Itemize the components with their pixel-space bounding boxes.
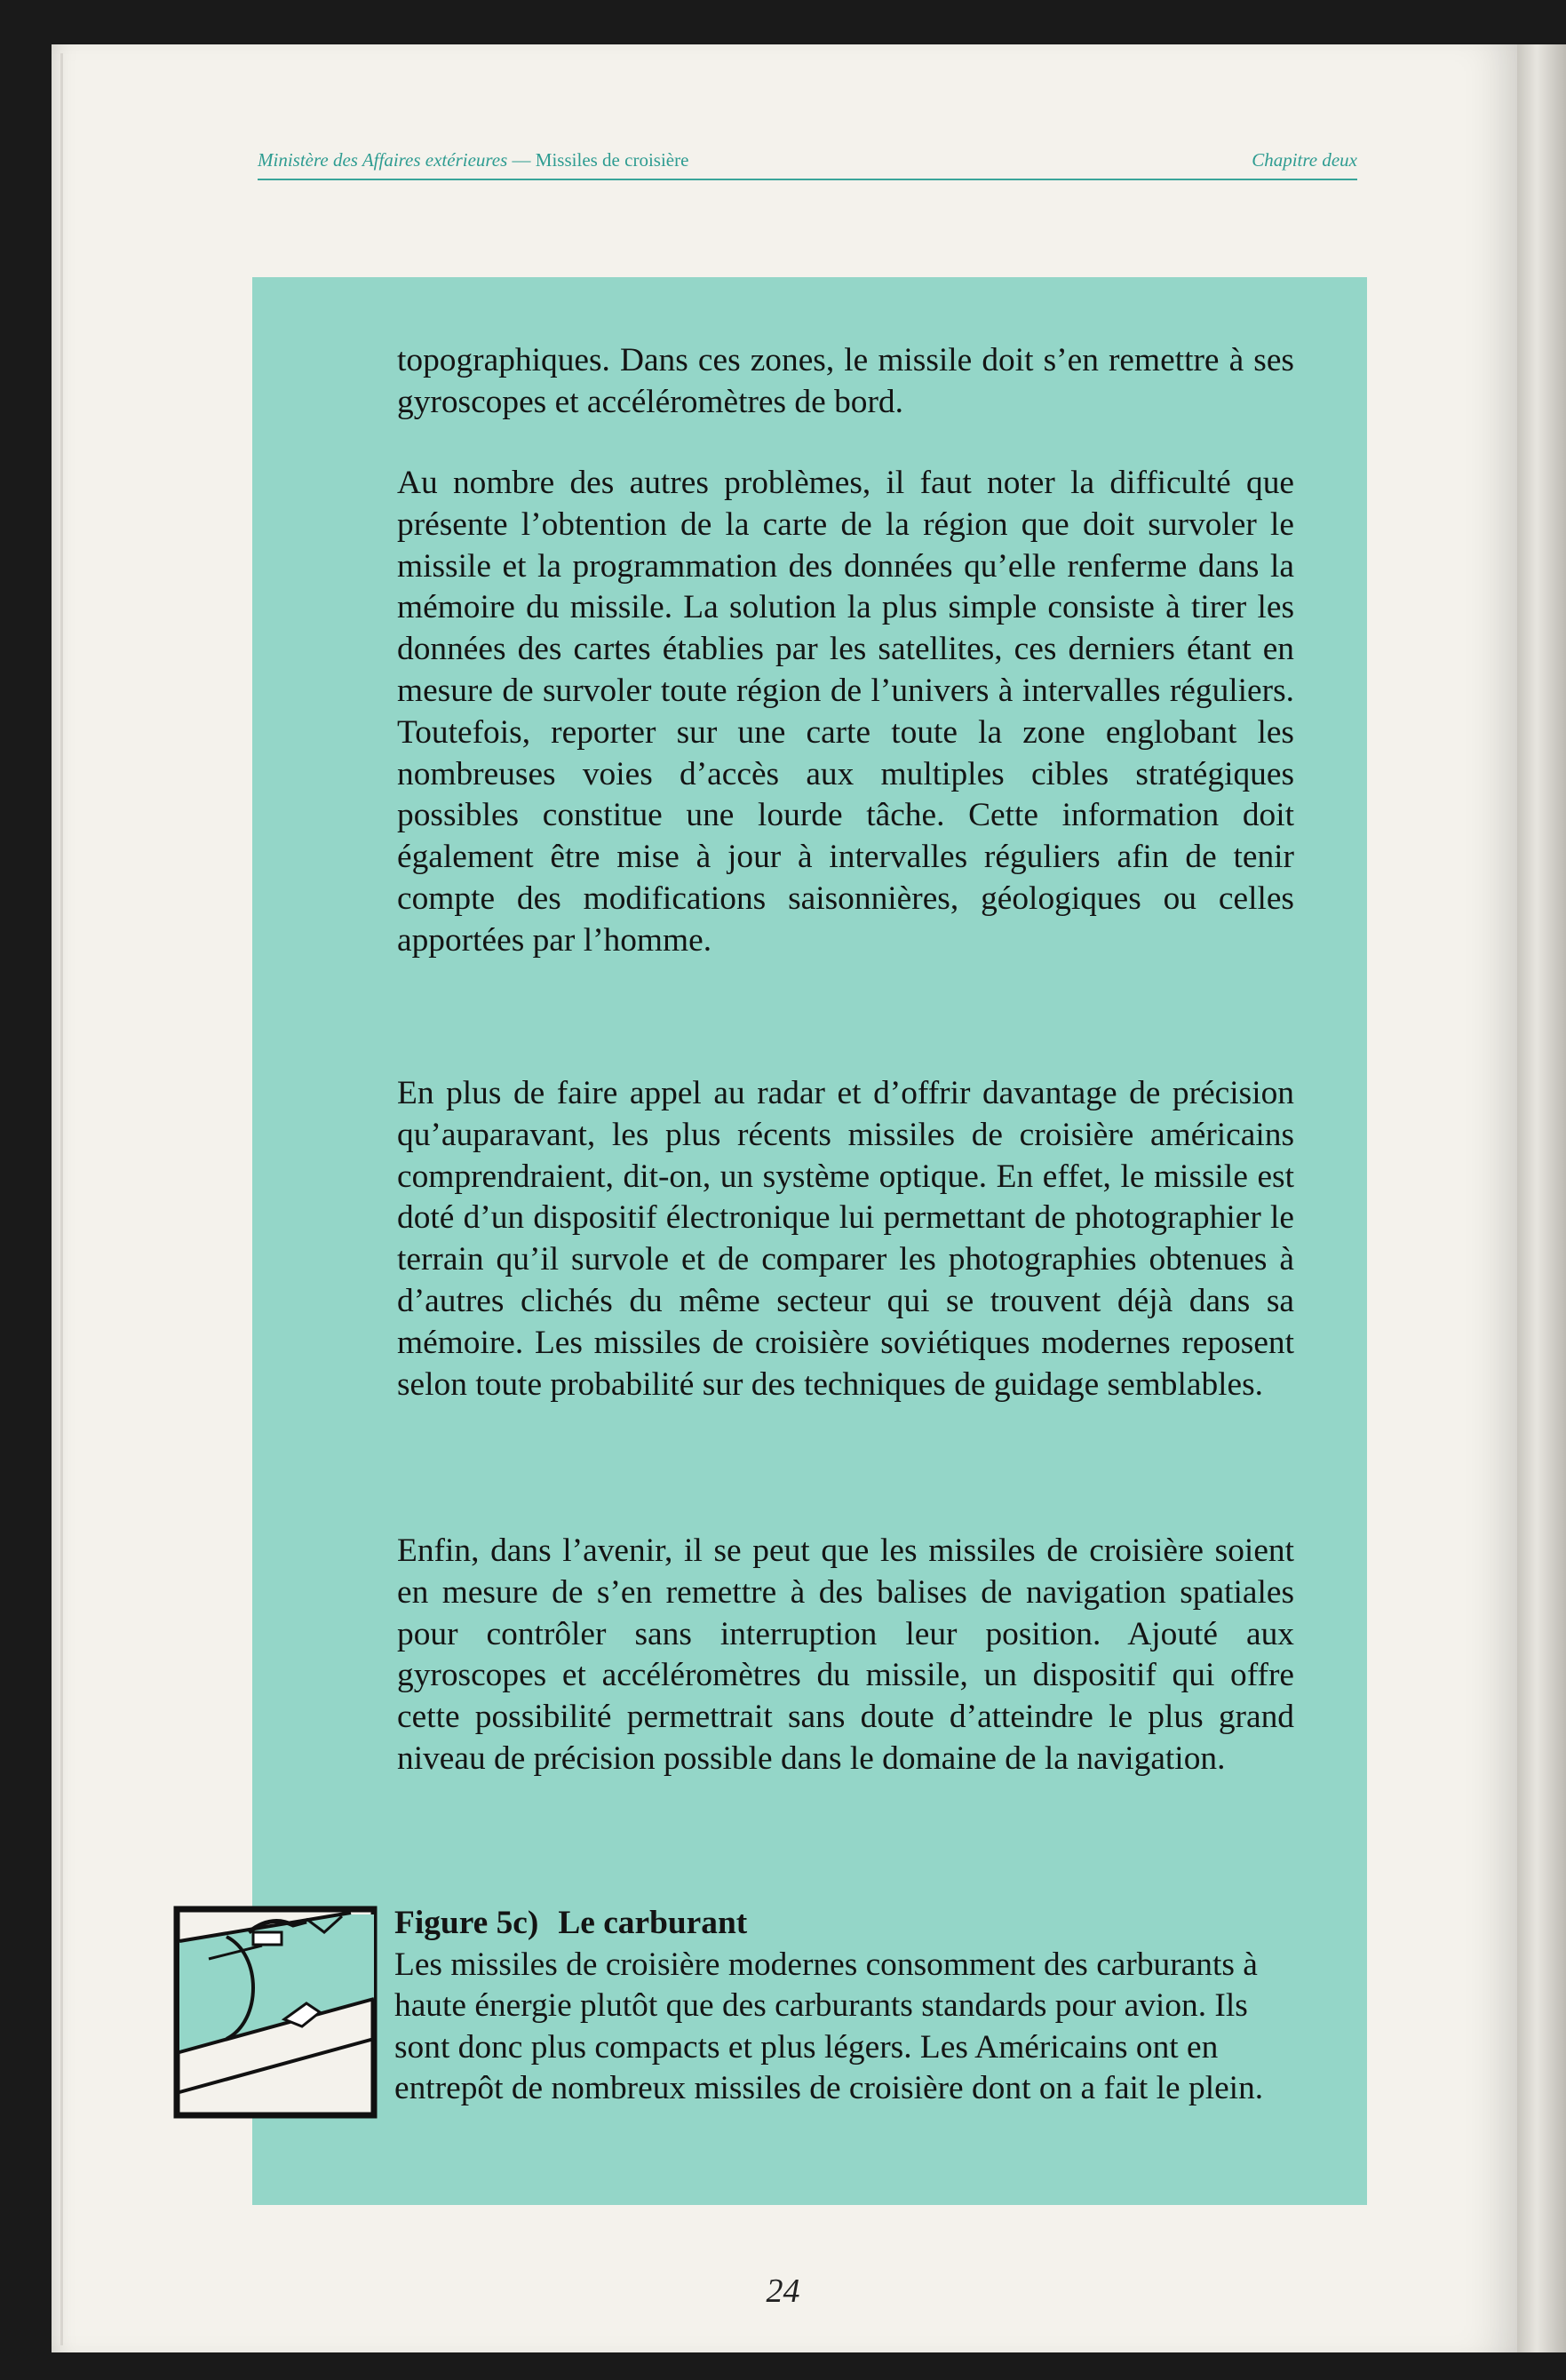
missile-fuel-figure-icon (173, 1906, 378, 2119)
spine-line (60, 53, 63, 2345)
header-chapter: Chapitre deux (1252, 149, 1357, 171)
page-number: 24 (766, 2273, 800, 2310)
header-ministry: Ministère des Affaires extérieures (258, 149, 508, 171)
figure-caption: Les missiles de croisière modernes consomment des carburants à haute énergie plutôt que des carburants standards pour avion. Ils sont donc plus compacts et plus légers. Les Américains ont en entrepôt de nombreux missiles de croisière dont on a fait le plein. (394, 1946, 1264, 2106)
paragraph-4: Enfin, dans l’avenir, il se peut que les missiles de croisière soient en mesure de s’en remettre à des balises de navigation spatiales pour contrôler sans interruption leur position. Ajouté aux gyroscopes et accéléromètres du missile, un dispositif qui offre cette possibilité permettrait sans doute d’atteindre le plus grand niveau de précision possible dans le domaine de la navigation. (397, 1532, 1294, 1777)
paragraph-2: Au nombre des autres problèmes, il faut noter la difficulté que présente l’obtention de la carte de la région que doit survoler le missile et la programmation des données qu’elle renferme dans la mémoire du missile. La solution la plus simple consiste à tirer les données des cartes établies par les satellites, ces derniers étant en mesure de survoler toute région de l’univers à intervalles réguliers. Toutefois, reporter sur une carte toute la zone englobant les nombreuses voies d’accès aux multiples cibles stratégiques possibles constitue une lourde tâche. Cette information doit également être mise à jour à intervalles réguliers afin de tenir compte des modifications saisonnières, géologiques ou celles apportées par l’homme. (397, 465, 1294, 959)
paragraph-1: topographiques. Dans ces zones, le missile doit s’en remettre à ses gyroscopes et accéléromètres de bord. (397, 342, 1294, 420)
figure-label: Figure 5c) (394, 1905, 539, 1941)
page-edge (1517, 44, 1566, 2352)
figure-heading (394, 1903, 1292, 1945)
paragraph-3: En plus de faire appel au radar et d’offrir davantage de précision qu’auparavant, les plus récents missiles de croisière américains comprendraient, dit-on, un système optique. En effet, le missile est doté d’un dispositif électronique lui permettant de photographier le terrain qu’il survole et de comparer les photographies obtenues à d’autres clichés du même secteur qui se trouvent déjà dans sa mémoire. Les missiles de croisière soviétiques modernes reposent selon toute probabilité sur des techniques de guidage semblables. (397, 1075, 1294, 1403)
running-header (258, 147, 1357, 180)
figure-caption-block (394, 1903, 1292, 2110)
header-subject: — Missiles de croisière (507, 149, 689, 171)
header-left (258, 149, 688, 171)
figure-title: Le carburant (558, 1905, 748, 1941)
